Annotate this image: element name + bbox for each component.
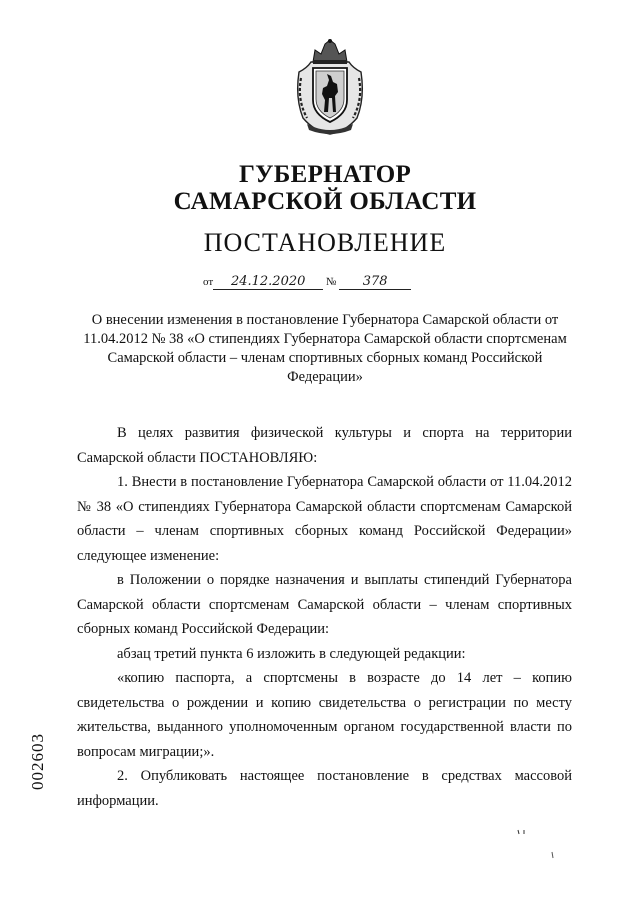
body-paragraph: 1. Внести в постановление Губернатора Самарской области от 11.04.2012 № 38 «О стипендиях Губернатора Самарской области спортсменам Самарской области – членам спортивных сборных команд Российской Федерации» следующее изменение: bbox=[77, 474, 572, 564]
org-title-line2: САМАРСКОЙ ОБЛАСТИ bbox=[173, 188, 477, 215]
document-subject: О внесении изменения в постановление Губернатора Самарской области от 11.04.2012 № 38 «О стипендиях Губернатора Самарской области спортсменам Самарской области – членам спортивных сборных команд Российской Федерации» bbox=[83, 312, 567, 385]
coat-of-arms-icon bbox=[293, 38, 367, 136]
date-label: от bbox=[203, 276, 214, 288]
handwritten-number: 378 bbox=[339, 274, 411, 290]
serial-number: 002603 bbox=[28, 733, 47, 790]
body-paragraph: в Положении о порядке назначения и выплаты стипендий Губернатора Самарской области спортсменам Самарской области – членам спортивных сборных команд Российской Федерации: bbox=[77, 572, 572, 637]
body-paragraph: В целях развития физической культуры и спорта на территории Самарской области ПОСТАНОВЛЯЮ: bbox=[77, 425, 572, 466]
body-paragraph: 2. Опубликовать настоящее постановление в средствах массовой информации. bbox=[77, 768, 572, 809]
scan-marks bbox=[512, 822, 572, 882]
document-type: ПОСТАНОВЛЕНИЕ bbox=[203, 228, 447, 257]
handwritten-date: 24.12.2020 bbox=[213, 274, 323, 290]
document-date-number bbox=[203, 274, 411, 290]
body-paragraph: «копию паспорта, а спортсмены в возрасте до 14 лет – копию свидетельства о рождении и копию свидетельства о регистрации по месту жительства, выданного уполномоченным органом государственной власти по вопросам миграции;». bbox=[77, 670, 572, 760]
serial-stamp bbox=[28, 733, 48, 790]
body-paragraph: абзац третий пункта 6 изложить в следующей редакции: bbox=[117, 645, 466, 662]
document-body bbox=[77, 421, 572, 813]
number-label: № bbox=[325, 276, 337, 288]
org-title-line1: ГУБЕРНАТОР bbox=[238, 161, 412, 188]
